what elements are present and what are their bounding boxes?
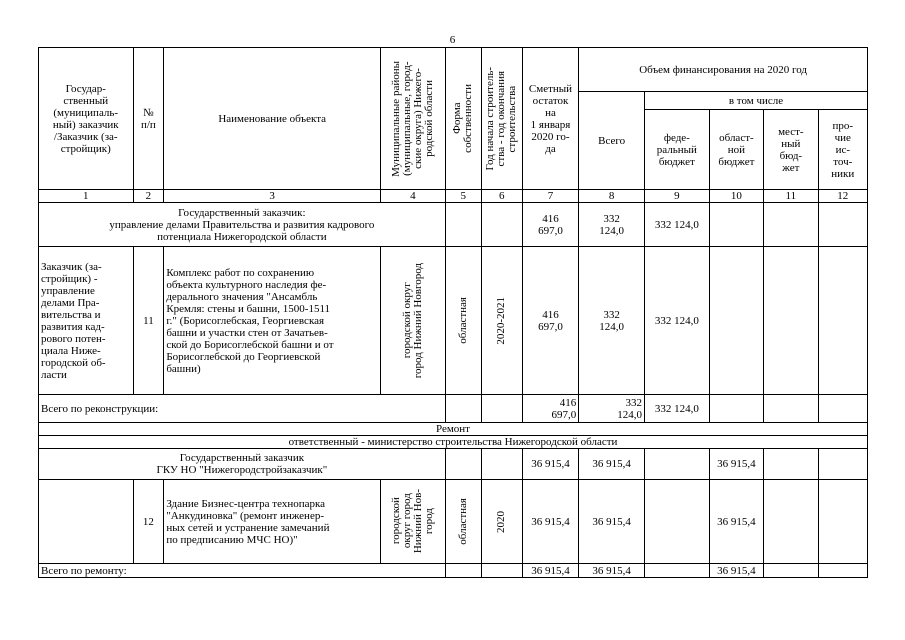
total-value: 36 915,4	[579, 449, 645, 480]
item-number: 12	[133, 480, 164, 564]
regional-value: 36 915,4	[709, 449, 763, 480]
empty-cell	[481, 564, 522, 578]
federal-value: 332 124,0	[644, 247, 709, 395]
empty-cell	[764, 395, 818, 423]
empty-cell	[709, 203, 763, 247]
table-row	[39, 203, 868, 247]
header-district-text: Муниципальные районы (муниципальные, город- ские округа) Нижего- родской области	[389, 60, 435, 177]
empty-cell	[445, 564, 481, 578]
customer-cell: Заказчик (за- стройщик) - управление делами Пра- вительства и развития кад- рового потен- циала Ниже- городской об- ласти	[39, 247, 134, 395]
empty-cell	[445, 395, 481, 423]
ownership-cell	[445, 480, 481, 564]
empty-cell	[709, 395, 763, 423]
empty-cell	[644, 564, 709, 578]
header-local: мест- ный бюд- жет	[764, 110, 818, 190]
empty-cell	[818, 449, 867, 480]
empty-cell	[818, 203, 867, 247]
regional-value: 36 915,4	[709, 564, 763, 578]
empty-cell	[818, 395, 867, 423]
section-row	[39, 436, 868, 449]
years-text: 2020-2021	[495, 296, 508, 345]
estimate-value: 416 697,0	[522, 247, 578, 395]
object-name: Здание Бизнес-центра технопарка "Анкудиновка" (ремонт инженер- ных сетей и устранение замечаний по предписанию МЧС НО)"	[164, 480, 381, 564]
gov-customer-label: Государственный заказчик ГКУ НО "Нижегородстройзаказчик"	[39, 449, 446, 480]
federal-value: 332 124,0	[644, 203, 709, 247]
empty-cell	[445, 203, 481, 247]
empty-cell	[481, 395, 522, 423]
financing-table	[38, 47, 868, 578]
years-text: 2020	[495, 510, 508, 533]
header-regional: област- ной бюджет	[709, 110, 763, 190]
header-district	[381, 48, 446, 190]
col-num-9: 9	[644, 190, 709, 203]
col-num-11: 11	[764, 190, 818, 203]
header-other: про- чие ис- точ- ники	[818, 110, 867, 190]
item-number: 11	[133, 247, 164, 395]
section-title-repair: Ремонт	[39, 423, 868, 436]
table-row	[39, 564, 868, 578]
repair-total-label: Всего по ремонту:	[39, 564, 446, 578]
total-value: 36 915,4	[579, 564, 645, 578]
total-value: 332 124,0	[579, 395, 645, 423]
empty-cell	[764, 449, 818, 480]
empty-cell	[764, 564, 818, 578]
column-number-row	[39, 190, 868, 203]
empty-cell	[481, 449, 522, 480]
regional-value: 36 915,4	[709, 480, 763, 564]
empty-cell	[39, 480, 134, 564]
empty-cell	[818, 247, 867, 395]
empty-cell	[481, 203, 522, 247]
header-row-1	[39, 48, 868, 92]
ownership-text: областная	[456, 498, 469, 545]
header-object-name: Наименование объекта	[164, 48, 381, 190]
header-customer: Государ- ственный (муниципаль- ный) заказчик /Заказчик (за- стройщик)	[39, 48, 134, 190]
district-cell	[381, 247, 446, 395]
col-num-10: 10	[709, 190, 763, 203]
ownership-text: областная	[456, 297, 469, 344]
estimate-value: 416 697,0	[522, 203, 578, 247]
empty-cell	[764, 203, 818, 247]
col-num-5: 5	[445, 190, 481, 203]
table-row	[39, 449, 868, 480]
total-value: 332 124,0	[579, 247, 645, 395]
empty-cell	[445, 449, 481, 480]
table-row	[39, 480, 868, 564]
header-federal: феде- ральный бюджет	[644, 110, 709, 190]
years-cell	[481, 247, 522, 395]
empty-cell	[644, 449, 709, 480]
header-ownership-text: Форма собственности	[451, 84, 475, 153]
header-years	[481, 48, 522, 190]
empty-cell	[764, 480, 818, 564]
empty-cell	[818, 564, 867, 578]
col-num-1: 1	[39, 190, 134, 203]
total-value: 332 124,0	[579, 203, 645, 247]
estimate-value: 416 697,0	[522, 395, 578, 423]
col-num-6: 6	[481, 190, 522, 203]
header-years-text: Год начала строитель- ства - год окончания строительства	[484, 66, 519, 171]
col-num-7: 7	[522, 190, 578, 203]
empty-cell	[764, 247, 818, 395]
header-including: в том числе	[644, 92, 867, 110]
years-cell	[481, 480, 522, 564]
empty-cell	[818, 480, 867, 564]
object-name: Комплекс работ по сохранению объекта культурного наследия фе- дерального значения "Ансамбль Кремля: стены и башни, 1500-1511 г." (Борисоглебская, Георгиевская башни и участки стен от Зачатьев- ской до Борисоглебской башни и от Борисоглебской до Георгиевской башни)	[164, 247, 381, 395]
col-num-3: 3	[164, 190, 381, 203]
col-num-2: 2	[133, 190, 164, 203]
gov-customer-label: Государственный заказчик: управление делами Правительства и развития кадрового потенциала Нижегородской области	[39, 203, 446, 247]
col-num-12: 12	[818, 190, 867, 203]
district-text: городской округ город Нижний Нов- город	[389, 489, 435, 554]
district-text: городской округ город Нижний Новгород	[400, 262, 424, 379]
estimate-value: 36 915,4	[522, 449, 578, 480]
col-num-8: 8	[579, 190, 645, 203]
responsible-ministry: ответственный - министерство строительства Нижегородской области	[39, 436, 868, 449]
district-cell	[381, 480, 446, 564]
header-financing-title: Объем финансирования на 2020 год	[579, 48, 868, 92]
table-row	[39, 395, 868, 423]
header-ownership	[445, 48, 481, 190]
empty-cell	[709, 247, 763, 395]
federal-value: 332 124,0	[644, 395, 709, 423]
header-total: Всего	[579, 92, 645, 190]
table-row	[39, 247, 868, 395]
reconstruction-total-label: Всего по реконструкции:	[39, 395, 446, 423]
section-row	[39, 423, 868, 436]
total-value: 36 915,4	[579, 480, 645, 564]
empty-cell	[644, 480, 709, 564]
col-num-4: 4	[381, 190, 446, 203]
header-estimate: Сметный остаток на 1 января 2020 го- да	[522, 48, 578, 190]
ownership-cell	[445, 247, 481, 395]
header-number: № п/п	[133, 48, 164, 190]
estimate-value: 36 915,4	[522, 564, 578, 578]
estimate-value: 36 915,4	[522, 480, 578, 564]
page-number: 6	[449, 34, 456, 46]
